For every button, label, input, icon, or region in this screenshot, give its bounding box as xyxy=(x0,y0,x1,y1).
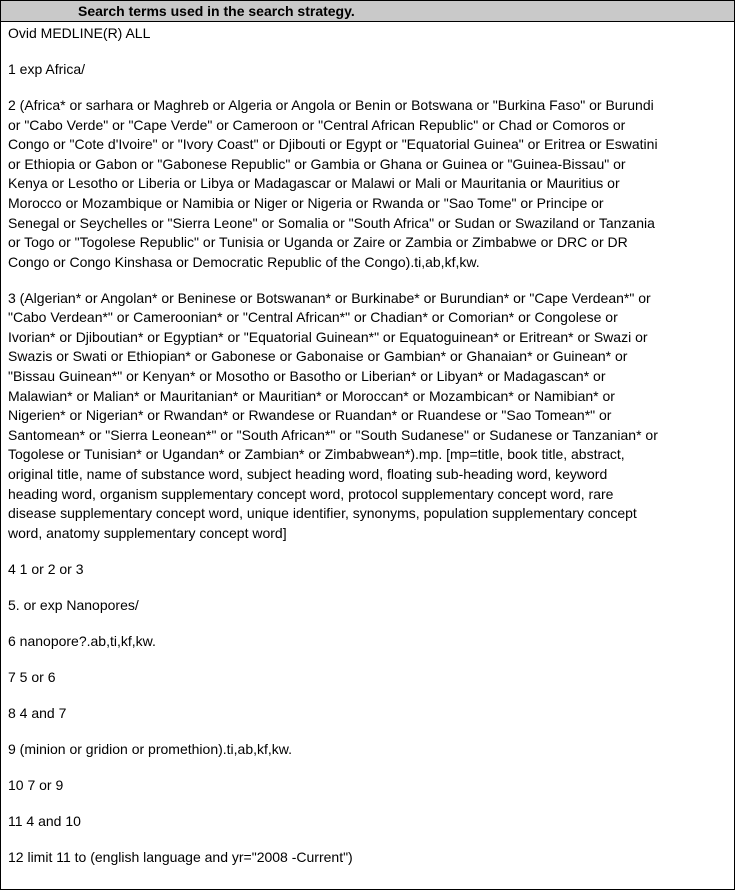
text-line: Morocco or Mozambique or Namibia or Niger or Nigeria or Rwanda or "Sao Tome" or Principe or xyxy=(8,194,604,211)
text-line: Nigerien* or Nigerian* or Rwandan* or Rwandese or Ruandan* or Ruandese or "Sao Tomean*" or xyxy=(8,407,612,424)
text-line: Kenya or Lesotho or Liberia or Libya or Madagascar or Malawi or Mali or Mauritania or Mauritius or xyxy=(8,175,620,192)
search-line xyxy=(8,560,734,580)
text-line: heading word, organism supplementary concept word, protocol supplementary concept word, rare xyxy=(8,485,614,502)
text-line: 4 1 or 2 or 3 xyxy=(8,560,84,577)
table-header: Search terms used in the search strategy. xyxy=(1,1,734,22)
text-line: 6 nanopore?.ab,ti,kf,kw. xyxy=(8,632,156,649)
text-line: Ivorian* or Djiboutian* or Egyptian* or "Equatorial Guinean*" or Equatoguinean* or Eritrean* or Swazi or xyxy=(8,328,648,345)
text-line: "Bissau Guinean*" or Kenyan* or Mosotho or Basotho or Liberian* or Libyan* or Madagascan* or xyxy=(8,368,606,385)
text-line: 9 (minion or gridion or promethion).ti,ab,kf,kw. xyxy=(8,740,293,757)
text-line: 1 exp Africa/ xyxy=(8,60,86,77)
search-strategy-content xyxy=(1,22,734,867)
search-line xyxy=(8,740,734,760)
text-line: 2 (Africa* or sarhara or Maghreb or Algeria or Angola or Benin or Botswana or "Burkina Faso" or Burundi xyxy=(8,96,654,113)
search-line xyxy=(8,848,734,868)
text-line: Senegal or Seychelles or "Sierra Leone" or Somalia or "South Africa" or Sudan or Swaziland or Tanzania xyxy=(8,214,655,231)
search-line xyxy=(8,704,734,724)
search-line xyxy=(8,812,734,832)
search-line xyxy=(8,96,734,272)
search-line xyxy=(8,60,734,80)
text-line: original title, name of substance word, subject heading word, floating sub-heading word, keyword xyxy=(8,466,608,483)
text-line: 3 (Algerian* or Angolan* or Beninese or Botswanan* or Burkinabe* or Burundian* or "Cape Verdean*" or xyxy=(8,289,651,306)
text-line: or Togo or "Togolese Republic" or Tunisia or Uganda or Zaire or Zambia or Zimbabwe or DRC or DR xyxy=(8,234,628,251)
search-line xyxy=(8,596,734,616)
text-line: 11 4 and 10 xyxy=(8,812,81,829)
text-line: Swazis or Swati or Ethiopian* or Gabonese or Gabonaise or Gambian* or Ghanaian* or Guinean* or xyxy=(8,348,628,365)
text-line: Congo or Congo Kinshasa or Democratic Republic of the Congo).ti,ab,kf,kw. xyxy=(8,253,480,270)
text-line: "Cabo Verdean*" or Cameroonian* or "Central African*" or Chadian* or Comorian* or Congolese or xyxy=(8,309,618,326)
text-line: or "Cabo Verde" or "Cape Verde" or Cameroon or "Central African Republic" or Chad or Comoros or xyxy=(8,116,626,133)
text-line: Malawian* or Malian* or Mauritanian* or Mauritian* or Moroccan* or Mozambican* or Namibian* or xyxy=(8,387,615,404)
text-line: 5. or exp Nanopores/ xyxy=(8,596,139,613)
text-line: Santomean* or "Sierra Leonean*" or "South African*" or "South Sudanese" or Sudanese or Tanzanian* or xyxy=(8,426,658,443)
text-line: word, anatomy supplementary concept word] xyxy=(8,524,287,541)
text-line: Congo or "Cote d'Ivoire" or "Ivory Coast" or Djibouti or Egypt or "Equatorial Guinea" or Eritrea or Eswatini xyxy=(8,136,658,153)
text-line: or Ethiopia or Gabon or "Gabonese Republic" or Gambia or Ghana or Guinea or "Guinea-Bissau" or xyxy=(8,155,626,172)
search-line xyxy=(8,776,734,796)
search-line xyxy=(8,668,734,688)
text-line: 10 7 or 9 xyxy=(8,776,64,793)
text-line: disease supplementary concept word, unique identifier, synonyms, population supplementary concept xyxy=(8,505,637,522)
text-line: 8 4 and 7 xyxy=(8,704,67,721)
database-name xyxy=(8,24,734,44)
search-line xyxy=(8,289,734,544)
search-line xyxy=(8,632,734,652)
text-line: Togolese or Tunisian* or Ugandan* or Zambian* or Zimbabwean*).mp. [mp=title, book title, abstract, xyxy=(8,446,625,463)
text-line: 12 limit 11 to (english language and yr="2008 -Current") xyxy=(8,848,353,865)
text-line: 7 5 or 6 xyxy=(8,668,56,685)
text-line: Ovid MEDLINE(R) ALL xyxy=(8,25,151,41)
